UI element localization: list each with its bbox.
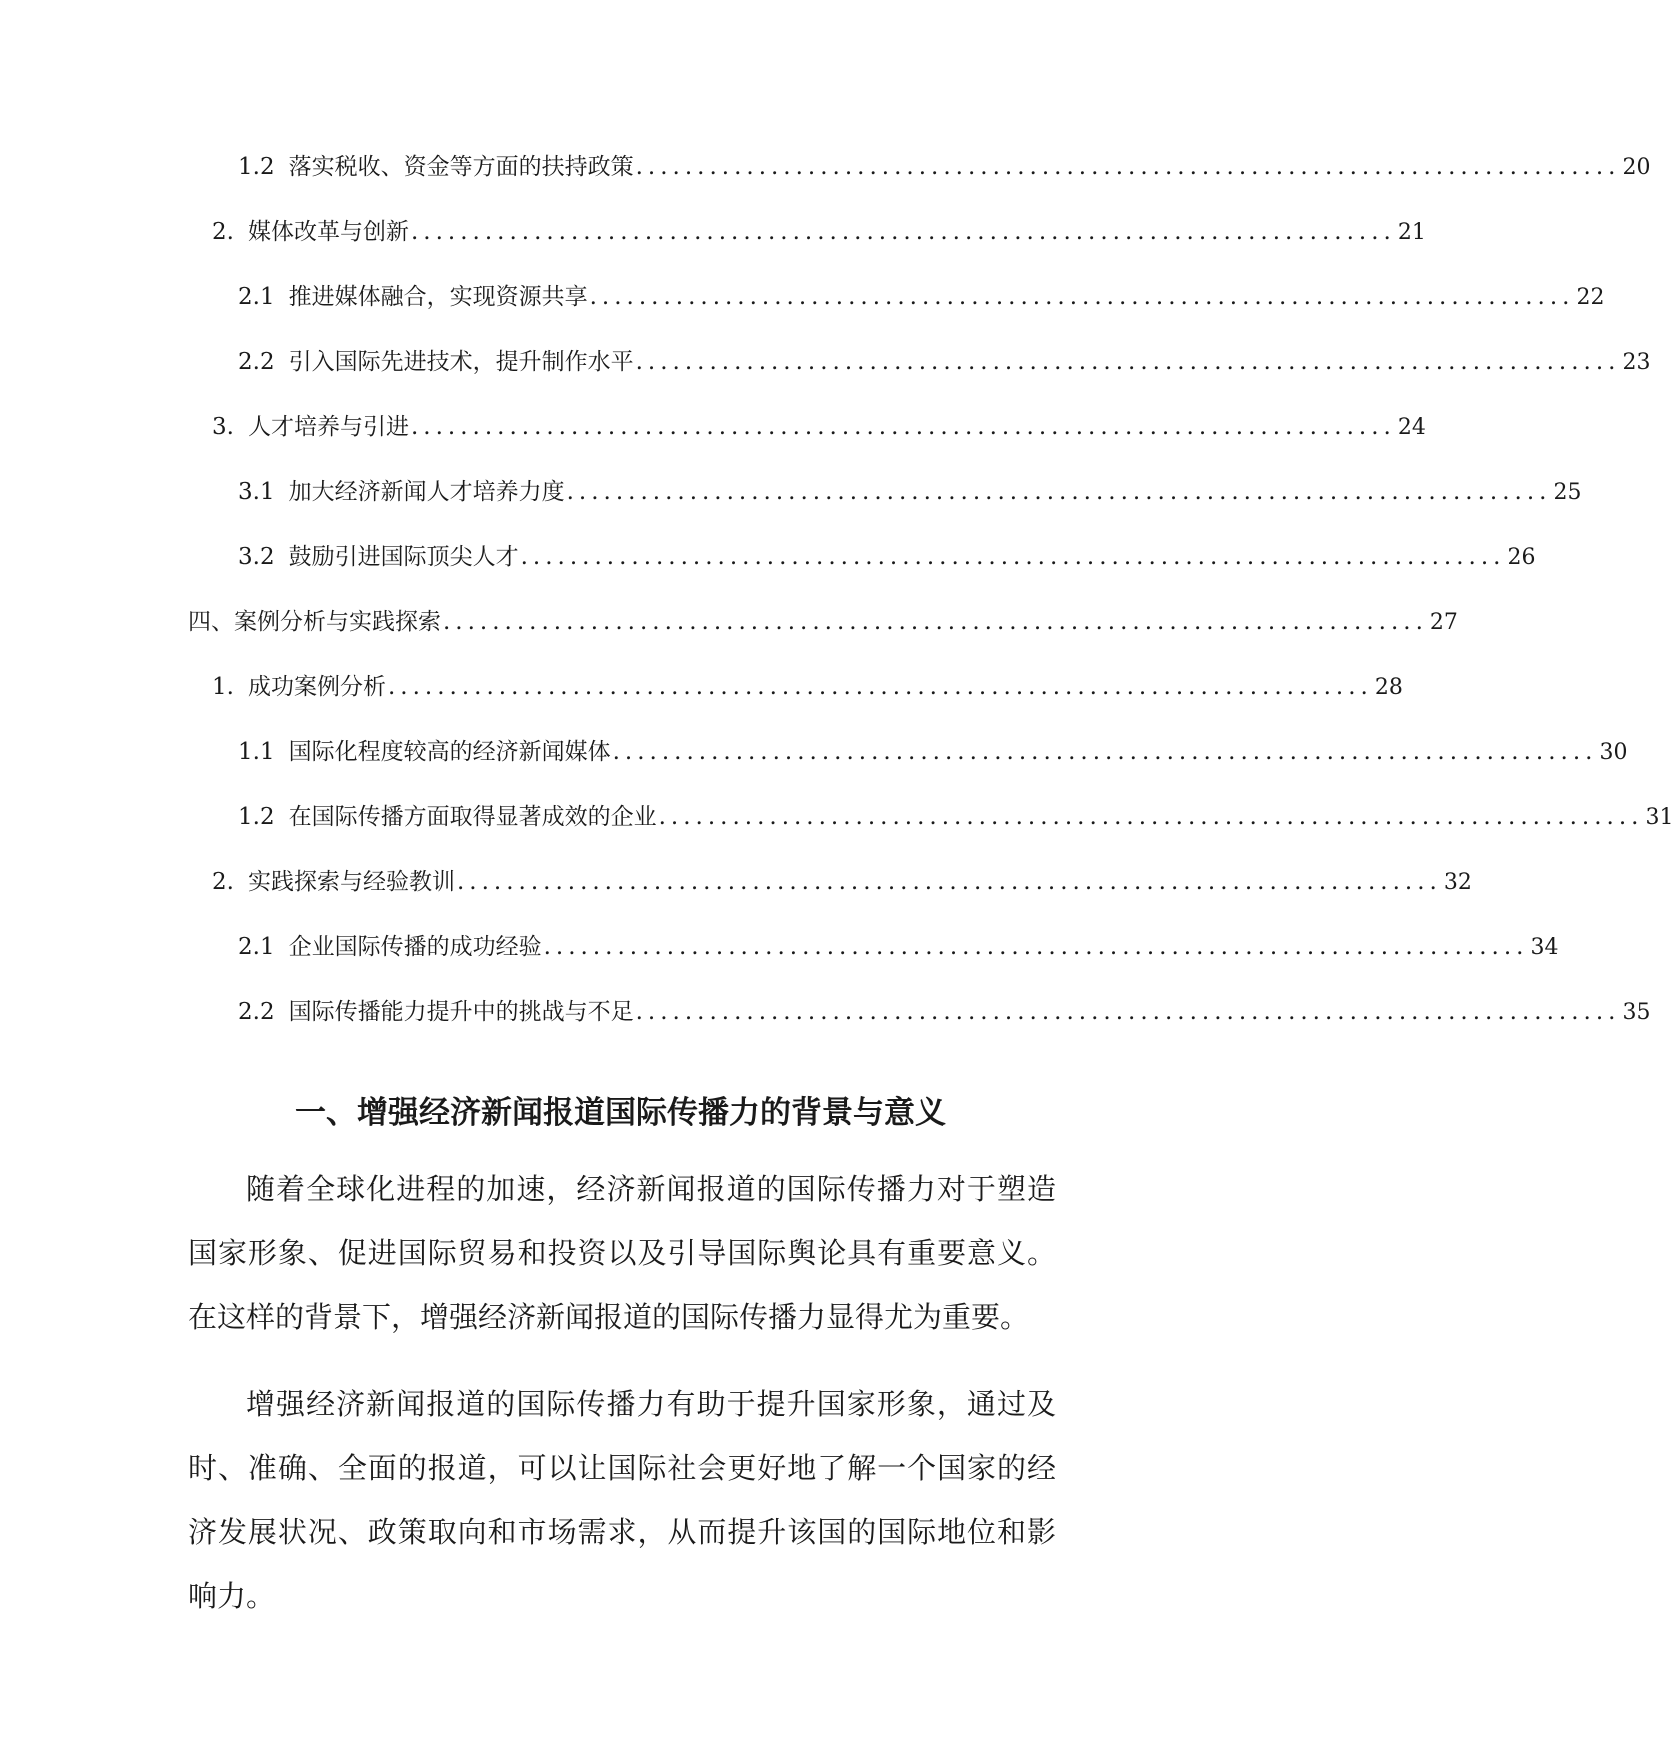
toc-entry-page: 21	[1397, 220, 1426, 245]
section-heading: 一、增强经济新闻报道国际传播力的背景与意义	[295, 1095, 946, 1131]
toc-leader-dots: ................................................................................	[566, 479, 1552, 505]
toc-entry-page: 32	[1443, 870, 1472, 895]
toc-entry-page: 34	[1530, 935, 1559, 960]
toc-entry-number: 1.2	[238, 804, 275, 830]
toc-entry-number: 2.1	[238, 934, 275, 960]
toc-leader-dots: ................................................................................	[456, 869, 1442, 895]
toc-entry-title: 企业国际传播的成功经验	[288, 934, 542, 960]
toc-entry[interactable]	[238, 152, 1651, 183]
body-paragraph: 增强经济新闻报道的国际传播力有助于提升国家形象，通过及时、准确、全面的报道，可以让国际社会更好地了解一个国家的经济发展状况、政策取向和市场需求，从而提升该国的国际地位和影响力。	[188, 1387, 1056, 1613]
toc-entry-page: 23	[1622, 350, 1651, 375]
toc-entry-number: 2.	[212, 219, 234, 245]
toc-entry-title: 国际化程度较高的经济新闻媒体	[288, 739, 611, 765]
toc-entry-number: 2.2	[238, 999, 275, 1025]
toc-entry-title: 推进媒体融合，实现资源共享	[288, 284, 588, 310]
toc-leader-dots: ................................................................................	[543, 934, 1529, 960]
toc-entry[interactable]	[238, 932, 1559, 963]
toc-entry-title: 国际传播能力提升中的挑战与不足	[288, 999, 634, 1025]
toc-entry[interactable]	[238, 542, 1536, 573]
toc-leader-dots: ................................................................................	[410, 414, 1396, 440]
toc-leader-dots: ................................................................................	[658, 804, 1644, 830]
toc-leader-dots: ................................................................................	[443, 609, 1428, 635]
toc-entry-page: 30	[1599, 740, 1628, 765]
toc-entry-title: 鼓励引进国际顶尖人才	[288, 544, 519, 570]
toc-entry-title: 实践探索与经验教训	[247, 869, 455, 895]
toc-entry-number: 1.2	[238, 154, 275, 180]
toc-leader-dots: ................................................................................	[387, 674, 1373, 700]
toc-entry-number: 1.	[212, 674, 234, 700]
toc-entry-title: 四、案例分析与实践探索	[188, 609, 441, 635]
toc-entry-page: 31	[1645, 805, 1673, 830]
toc-entry[interactable]	[188, 607, 1458, 638]
toc-entry[interactable]	[238, 282, 1605, 313]
toc-entry[interactable]	[212, 217, 1426, 248]
toc-entry-number: 1.1	[238, 739, 275, 765]
toc-entry-title: 引入国际先进技术，提升制作水平	[288, 349, 634, 375]
toc-entry[interactable]	[212, 672, 1403, 703]
toc-entry-number: 2.1	[238, 284, 275, 310]
toc-leader-dots: ................................................................................	[635, 154, 1621, 180]
toc-entry[interactable]	[238, 997, 1651, 1028]
toc-leader-dots: ................................................................................	[589, 284, 1575, 310]
toc-leader-dots: ................................................................................	[520, 544, 1506, 570]
toc-entry-number: 3.2	[238, 544, 275, 570]
toc-leader-dots: ................................................................................	[635, 999, 1621, 1025]
toc-entry-page: 24	[1397, 415, 1426, 440]
toc-leader-dots: ................................................................................	[635, 349, 1621, 375]
toc-entry-title: 人才培养与引进	[247, 414, 409, 440]
toc-entry[interactable]	[212, 867, 1472, 898]
toc-entry-title: 在国际传播方面取得显著成效的企业	[288, 804, 657, 830]
toc-entry-number: 3.	[212, 414, 234, 440]
toc-entry-page: 28	[1374, 675, 1403, 700]
toc-entry-page: 27	[1429, 610, 1458, 635]
toc-entry-page: 26	[1507, 545, 1536, 570]
toc-entry-title: 加大经济新闻人才培养力度	[288, 479, 565, 505]
toc-entry[interactable]	[238, 802, 1673, 833]
toc-entry-number: 2.2	[238, 349, 275, 375]
toc-entry-page: 25	[1553, 480, 1582, 505]
toc-leader-dots: ................................................................................	[410, 219, 1396, 245]
toc-entry-number: 3.1	[238, 479, 275, 505]
toc-entry-title: 落实税收、资金等方面的扶持政策	[288, 154, 634, 180]
toc-entry-title: 成功案例分析	[247, 674, 386, 700]
toc-entry-number: 2.	[212, 869, 234, 895]
toc-entry[interactable]	[238, 477, 1582, 508]
toc-entry-title: 媒体改革与创新	[247, 219, 409, 245]
toc-leader-dots: ................................................................................	[612, 739, 1598, 765]
toc-entry[interactable]	[238, 737, 1628, 768]
toc-entry[interactable]	[238, 347, 1651, 378]
body-paragraph: 随着全球化进程的加速，经济新闻报道的国际传播力对于塑造国家形象、促进国际贸易和投资以及引导国际舆论具有重要意义。在这样的背景下，增强经济新闻报道的国际传播力显得尤为重要。	[188, 1172, 1056, 1334]
toc-entry-page: 22	[1576, 285, 1605, 310]
toc-entry-page: 20	[1622, 155, 1651, 180]
toc-entry-page: 35	[1622, 1000, 1651, 1025]
toc-entry[interactable]	[212, 412, 1426, 443]
